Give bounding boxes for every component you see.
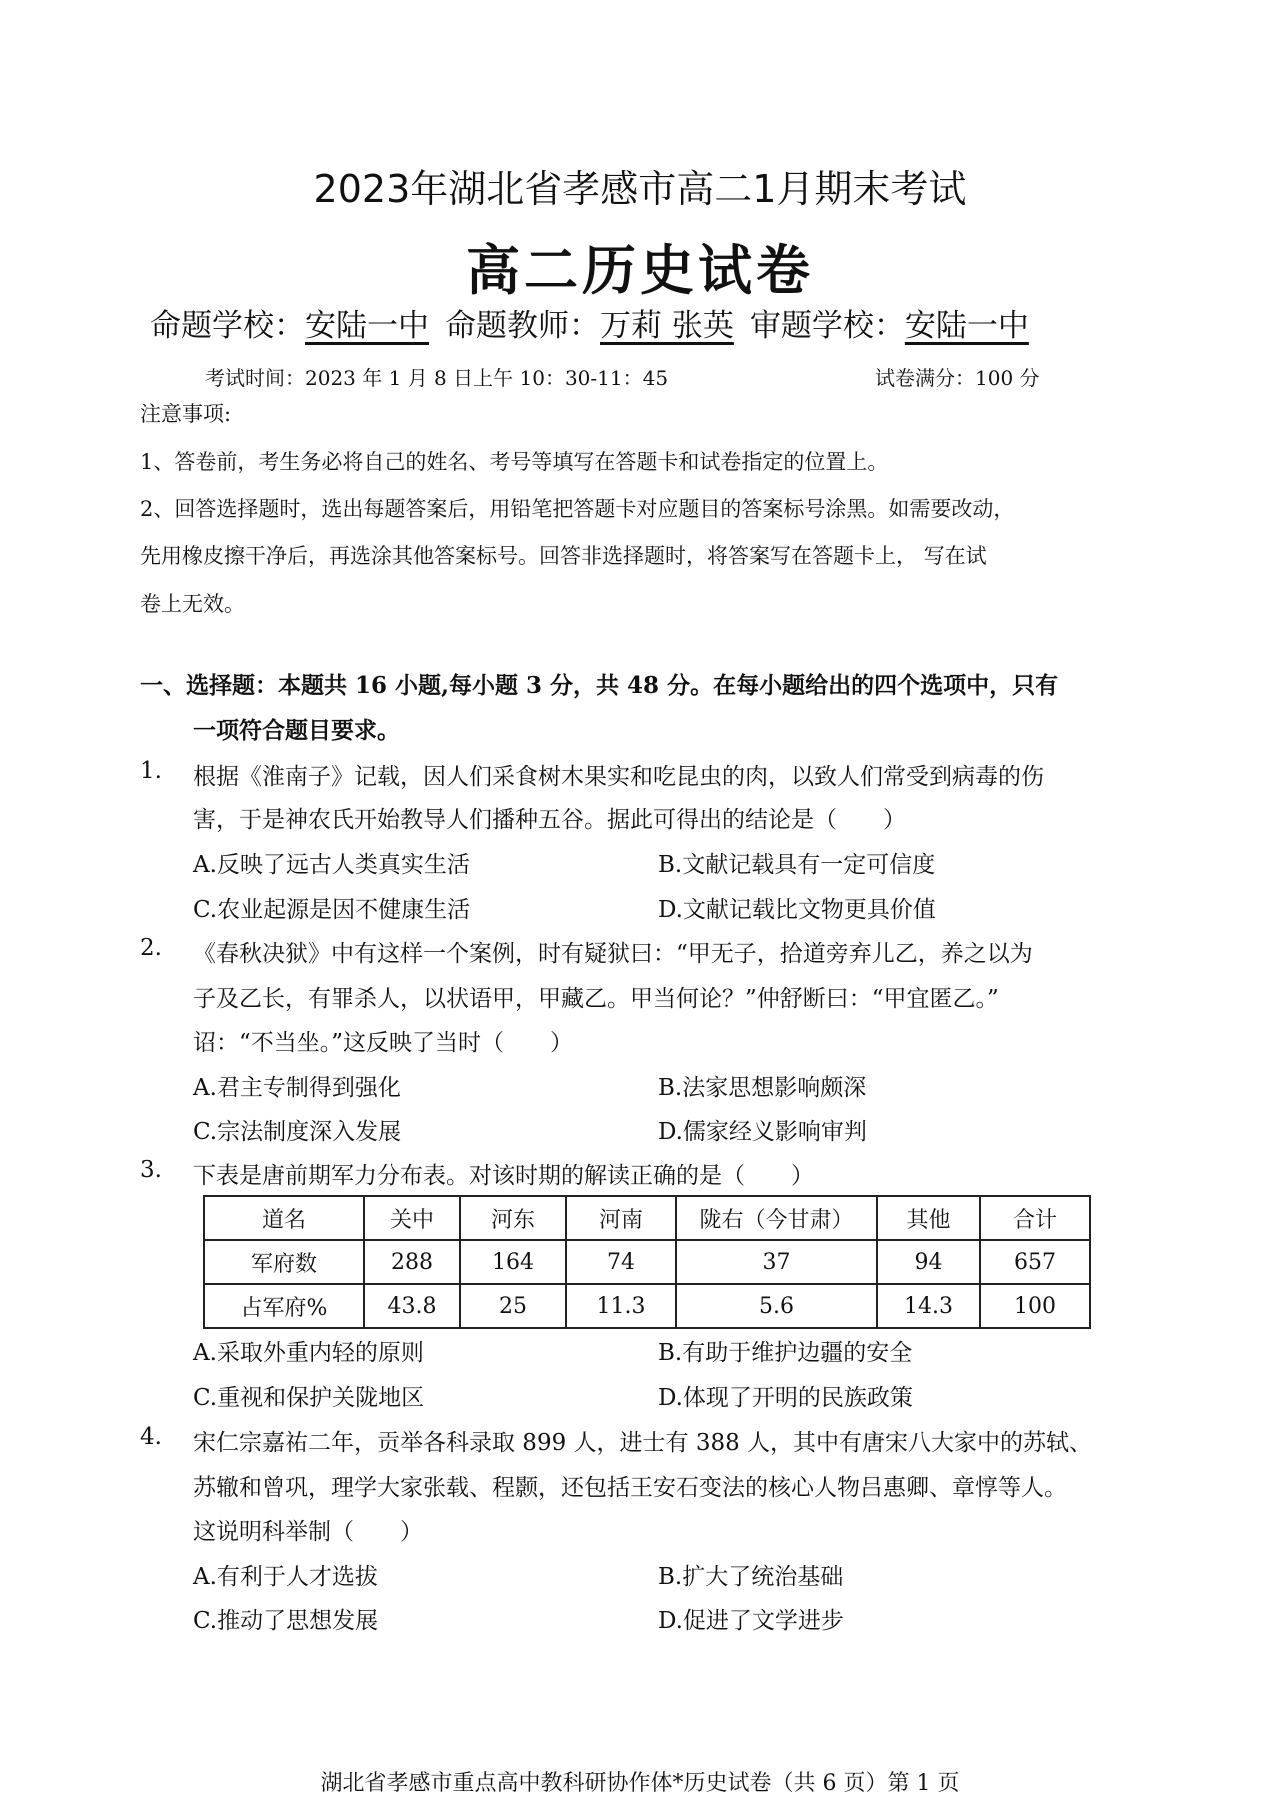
option-d: D.促进了文学进步 bbox=[658, 1608, 844, 1634]
option-d: D.儒家经义影响审判 bbox=[658, 1119, 867, 1145]
question-text: 根据《淮南子》记载，因人们采食树木果实和吃昆虫的肉，以致人们常受到病毒的伤 bbox=[193, 764, 1044, 790]
table-header-row bbox=[204, 1196, 1090, 1240]
army-distribution-table bbox=[203, 1195, 1091, 1329]
option-b: B.扩大了统治基础 bbox=[658, 1564, 844, 1590]
school-label: 命题学校： bbox=[150, 308, 305, 344]
table-cell: 军府数 bbox=[204, 1240, 364, 1284]
notice-line: 2、回答选择题时，选出每题答案后，用铅笔把答题卡对应题目的答案标号涂黑。如需要改动， bbox=[140, 497, 1015, 521]
paper-title: 高二历史试卷 bbox=[466, 238, 814, 302]
table-cell: 占军府% bbox=[204, 1284, 364, 1328]
table-header-cell: 其他 bbox=[877, 1196, 980, 1240]
option-c: C.宗法制度深入发展 bbox=[193, 1119, 402, 1145]
table-cell: 5.6 bbox=[676, 1284, 877, 1328]
review-label: 审题学校： bbox=[749, 308, 905, 344]
question-number: 3. bbox=[140, 1157, 162, 1183]
table-cell: 100 bbox=[980, 1284, 1090, 1328]
notice-line: 1、答卷前，考生务必将自己的姓名、考号等填写在答题卡和试卷指定的位置上。 bbox=[140, 450, 889, 474]
question-number: 1. bbox=[140, 758, 162, 784]
question-text: 苏辙和曾巩，理学大家张载、程颢，还包括王安石变法的核心人物吕惠卿、章惇等人。 bbox=[193, 1475, 1067, 1501]
question-number: 4. bbox=[140, 1424, 162, 1450]
option-c: C.重视和保护关陇地区 bbox=[193, 1385, 425, 1411]
table-cell: 74 bbox=[566, 1240, 676, 1284]
exam-title: 2023年湖北省孝感市高二1月期末考试 bbox=[313, 167, 967, 211]
section-heading-cont: 一项符合题目要求。 bbox=[193, 717, 400, 744]
table-cell: 657 bbox=[980, 1240, 1090, 1284]
table-cell: 25 bbox=[460, 1284, 566, 1328]
table-cell: 94 bbox=[877, 1240, 980, 1284]
table-cell: 288 bbox=[364, 1240, 460, 1284]
teacher-names: 万莉 张英 bbox=[600, 308, 734, 344]
table-header-cell: 关中 bbox=[364, 1196, 460, 1240]
option-b: B.文献记载具有一定可信度 bbox=[658, 852, 936, 878]
option-a: A.反映了远古人类真实生活 bbox=[193, 852, 470, 878]
option-d: D.文献记载比文物更具价值 bbox=[658, 897, 936, 923]
option-b: B.法家思想影响颇深 bbox=[658, 1075, 867, 1101]
school-name: 安陆一中 bbox=[305, 308, 429, 344]
notice-line: 先用橡皮擦干净后，再选涂其他答案标号。回答非选择题时，将答案写在答题卡上， 写在试 bbox=[140, 544, 987, 568]
table-cell: 43.8 bbox=[364, 1284, 460, 1328]
table-cell: 14.3 bbox=[877, 1284, 980, 1328]
notice-line: 卷上无效。 bbox=[140, 592, 245, 616]
question-text: 这说明科举制（ ） bbox=[193, 1519, 423, 1545]
table-cell: 164 bbox=[460, 1240, 566, 1284]
question-number: 2. bbox=[140, 935, 162, 961]
section-heading: 一、选择题：本题共 16 小题,每小题 3 分，共 48 分。在每小题给出的四个选项中，只有 bbox=[140, 672, 1059, 699]
table-header-cell: 陇右（今甘肃） bbox=[676, 1196, 877, 1240]
question-text: 诏：“不当坐。”这反映了当时（ ） bbox=[193, 1030, 574, 1056]
review-school: 安陆一中 bbox=[904, 308, 1029, 344]
option-a: A.有利于人才选拔 bbox=[193, 1564, 378, 1590]
table-cell: 37 bbox=[676, 1240, 877, 1284]
exam-time: 考试时间：2023 年 1 月 8 日上午 10：30-11：45 bbox=[205, 366, 669, 390]
notice-title: 注意事项: bbox=[140, 402, 232, 426]
option-c: C.推动了思想发展 bbox=[193, 1608, 379, 1634]
option-a: A.君主专制得到强化 bbox=[193, 1075, 401, 1101]
question-text: 下表是唐前期军力分布表。对该时期的解读正确的是（ ） bbox=[193, 1163, 814, 1189]
table-header-cell: 合计 bbox=[980, 1196, 1090, 1240]
question-text: 宋仁宗嘉祐二年，贡举各科录取 899 人，进士有 388 人，其中有唐宋八大家中的苏轼、 bbox=[193, 1430, 1093, 1456]
table-header-cell: 河南 bbox=[566, 1196, 676, 1240]
table-row bbox=[204, 1240, 1090, 1284]
teacher-label: 命题教师： bbox=[445, 308, 600, 344]
full-score: 试卷满分：100 分 bbox=[875, 366, 1040, 390]
authorship-line bbox=[150, 300, 1029, 345]
question-text: 《春秋决狱》中有这样一个案例，时有疑狱曰：“甲无子，拾道旁弃儿乙，养之以为 bbox=[193, 941, 1033, 967]
page-footer: 湖北省孝感市重点高中教科研协作体*历史试卷（共 6 页）第 1 页 bbox=[320, 1771, 960, 1796]
table-cell: 11.3 bbox=[566, 1284, 676, 1328]
option-a: A.采取外重内轻的原则 bbox=[193, 1340, 424, 1366]
table-header-cell: 河东 bbox=[460, 1196, 566, 1240]
table-row bbox=[204, 1284, 1090, 1328]
option-c: C.农业起源是因不健康生活 bbox=[193, 897, 471, 923]
question-text: 子及乙长，有罪杀人，以状语甲，甲藏乙。甲当何论？”仲舒断曰：“甲宜匿乙。” bbox=[193, 986, 999, 1012]
option-d: D.体现了开明的民族政策 bbox=[658, 1385, 913, 1411]
table-header-cell: 道名 bbox=[204, 1196, 364, 1240]
option-b: B.有助于维护边疆的安全 bbox=[658, 1340, 913, 1366]
question-text: 害，于是神农氏开始教导人们播种五谷。据此可得出的结论是（ ） bbox=[193, 807, 906, 833]
